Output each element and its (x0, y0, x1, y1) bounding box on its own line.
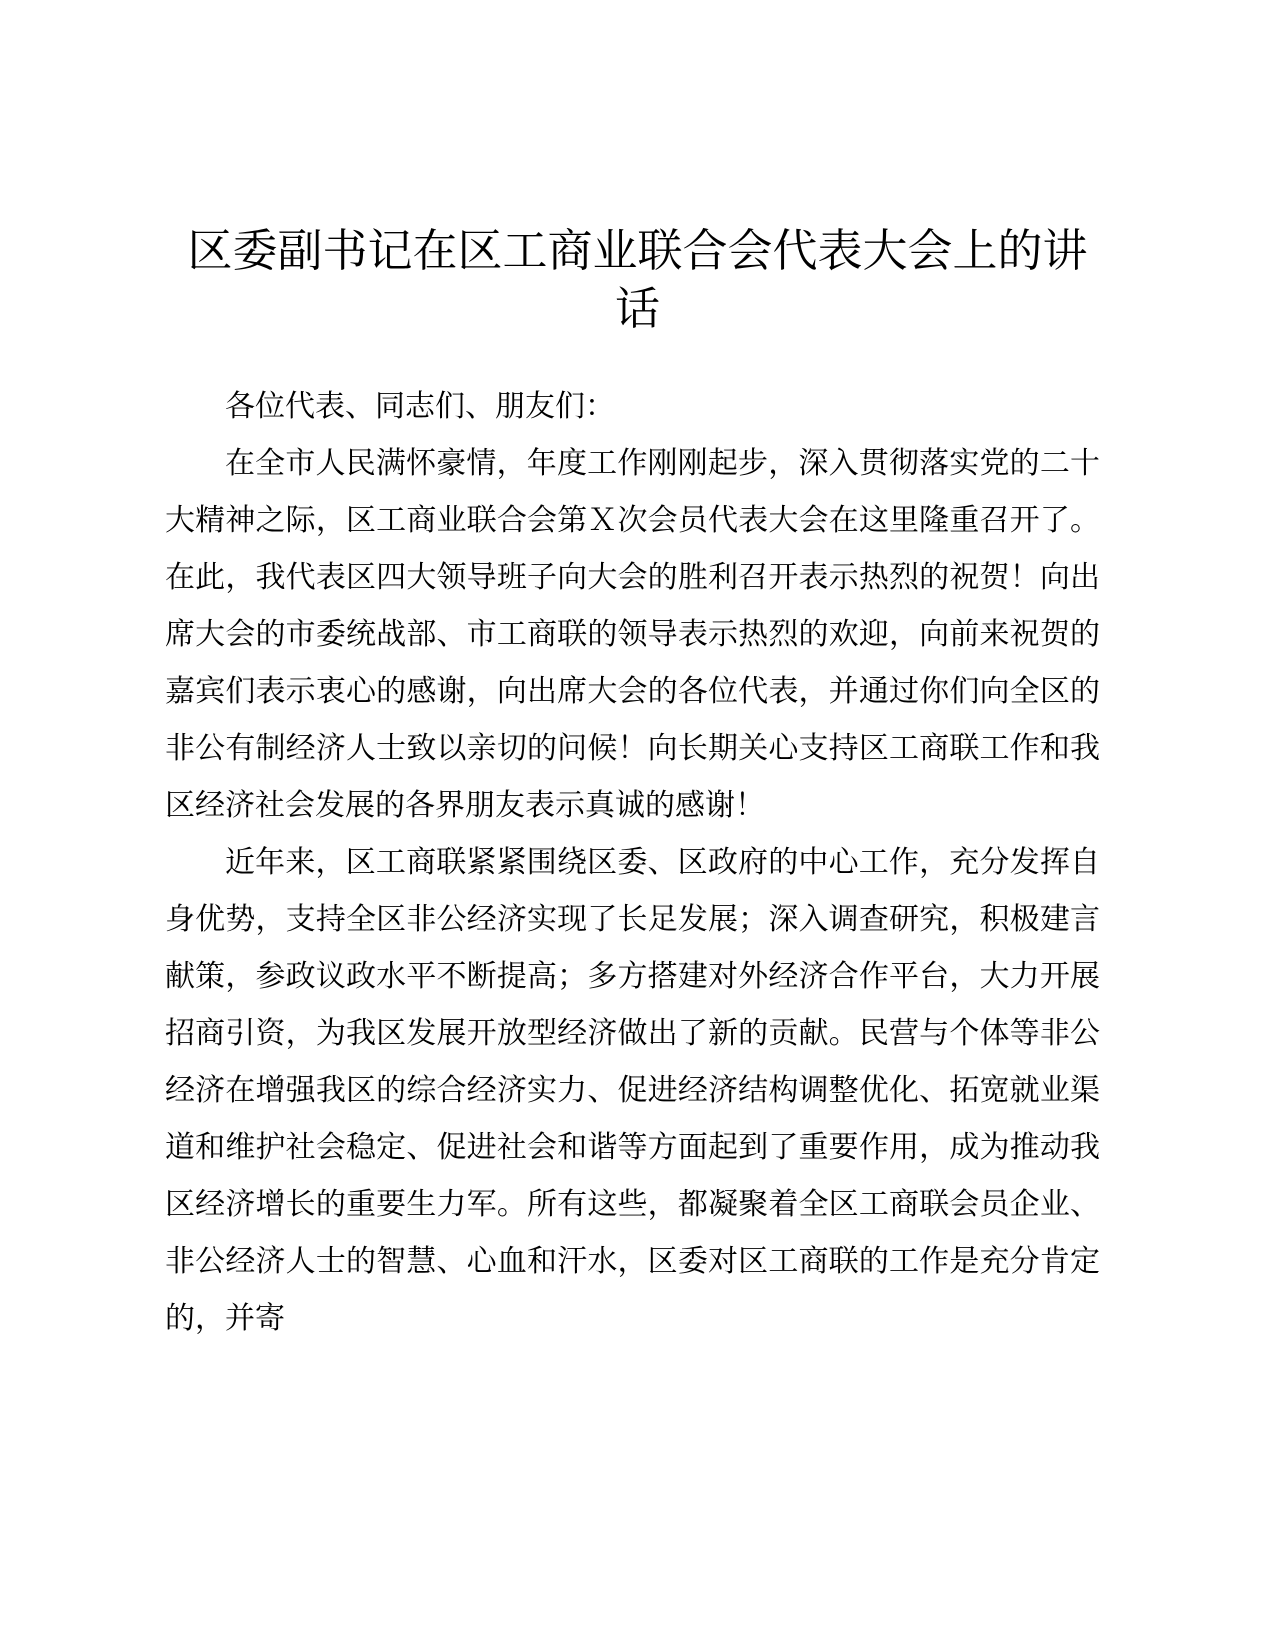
document-title: 区委副书记在区工商业联合会代表大会上的讲话 (187, 224, 1088, 335)
paragraph: 近年来，区工商联紧紧围绕区委、区政府的中心工作，充分发挥自身优势，支持全区非公经济实现了长足发展；深入调查研究，积极建言献策，参政议政水平不断提高；多方搭建对外经济合作平台，大力开展招商引资，为我区发展开放型经济做出了新的贡献。民营与个体等非公经济在增强我区的综合经济实力、促进经济结构调整优化、拓宽就业渠道和维护社会稳定、促进社会和谐等方面起到了重要作用，成为推动我区经济增长的重要生力军。所有这些，都凝聚着全区工商联会员企业、非公经济人士的智慧、心血和汗水，区委对区工商联的工作是充分肯定的，并寄 (165, 845, 1100, 1336)
document-body (165, 378, 1100, 1347)
salutation: 各位代表、同志们、朋友们： (225, 389, 615, 424)
paragraph: 在全市人民满怀豪情，年度工作刚刚起步，深入贯彻落实党的二十大精神之际，区工商业联合会第Ｘ次会员代表大会在这里隆重召开了。在此，我代表区四大领导班子向大会的胜利召开表示热烈的祝贺！向出席大会的市委统战部、市工商联的领导表示热烈的欢迎，向前来祝贺的嘉宾们表示衷心的感谢，向出席大会的各位代表，并通过你们向全区的非公有制经济人士致以亲切的问候！向长期关心支持区工商联工作和我区经济社会发展的各界朋友表示真诚的感谢！ (165, 446, 1100, 823)
